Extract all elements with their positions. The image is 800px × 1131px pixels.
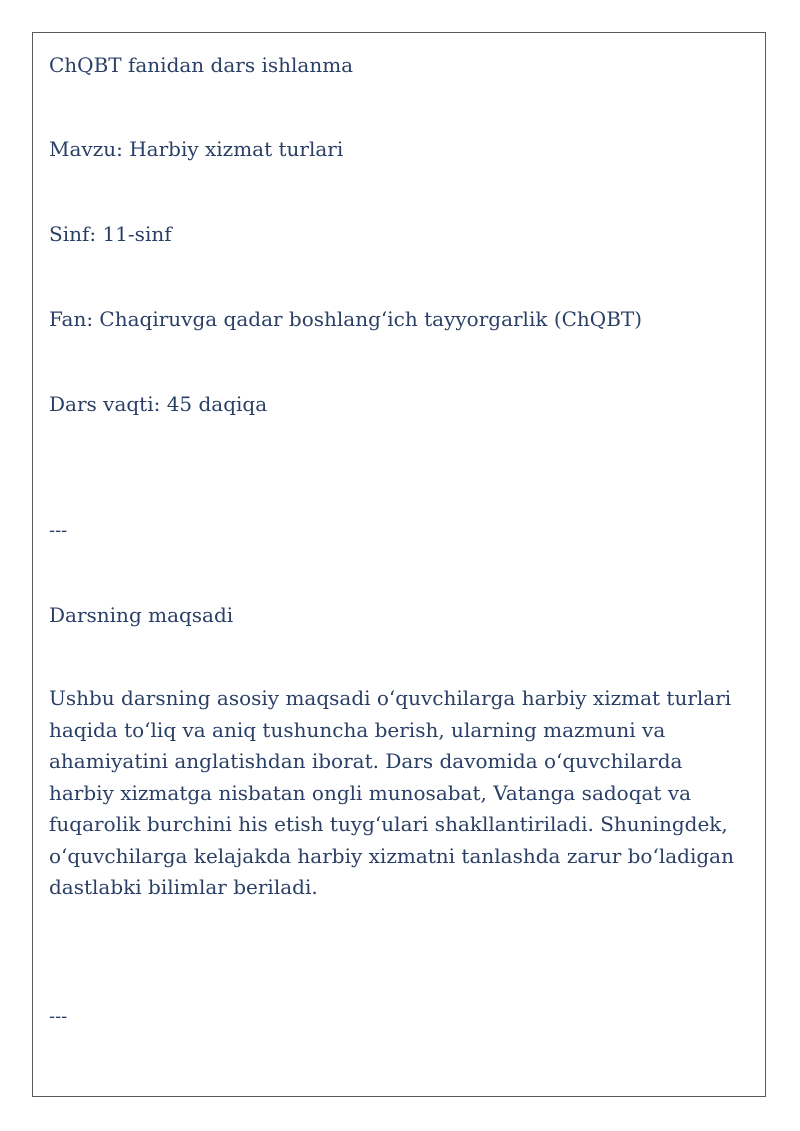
paragraph-line: haqida to‘liq va aniq tushuncha berish, ularning mazmuni va: [49, 717, 666, 742]
paragraph-line: o‘quvchilarga kelajakda harbiy xizmatni tanlashda zarur bo‘ladigan: [49, 843, 734, 868]
topic-line: Mavzu: Harbiy xizmat turlari: [49, 137, 344, 161]
duration-line: Dars vaqti: 45 daqiqa: [49, 392, 268, 416]
paragraph-line: harbiy xizmatga nisbatan ongli munosabat, Vatanga sadoqat va: [49, 780, 692, 805]
separator: ---: [49, 1006, 68, 1027]
paragraph-line: fuqarolik burchini his etish tuyg‘ulari shakllantiriladi. Shuningdek,: [49, 812, 728, 836]
grade-line: Sinf: 11-sinf: [49, 222, 172, 246]
paragraph-line: dastlabki bilimlar beriladi.: [49, 875, 318, 899]
document-page: [32, 32, 766, 1097]
paragraph-line: Ushbu darsning asosiy maqsadi o‘quvchilarga harbiy xizmat turlari: [49, 686, 732, 710]
section-heading: Darsning maqsadi: [49, 603, 234, 627]
separator: ---: [49, 520, 68, 541]
paragraph-line: ahamiyatini anglatishdan iborat. Dars davomida o‘quvchilarda: [49, 749, 683, 773]
goal-paragraph: [49, 683, 754, 904]
document-title: ChQBT fanidan dars ishlanma: [49, 53, 354, 77]
subject-line: Fan: Chaqiruvga qadar boshlang‘ich tayyorgarlik (ChQBT): [49, 307, 643, 331]
